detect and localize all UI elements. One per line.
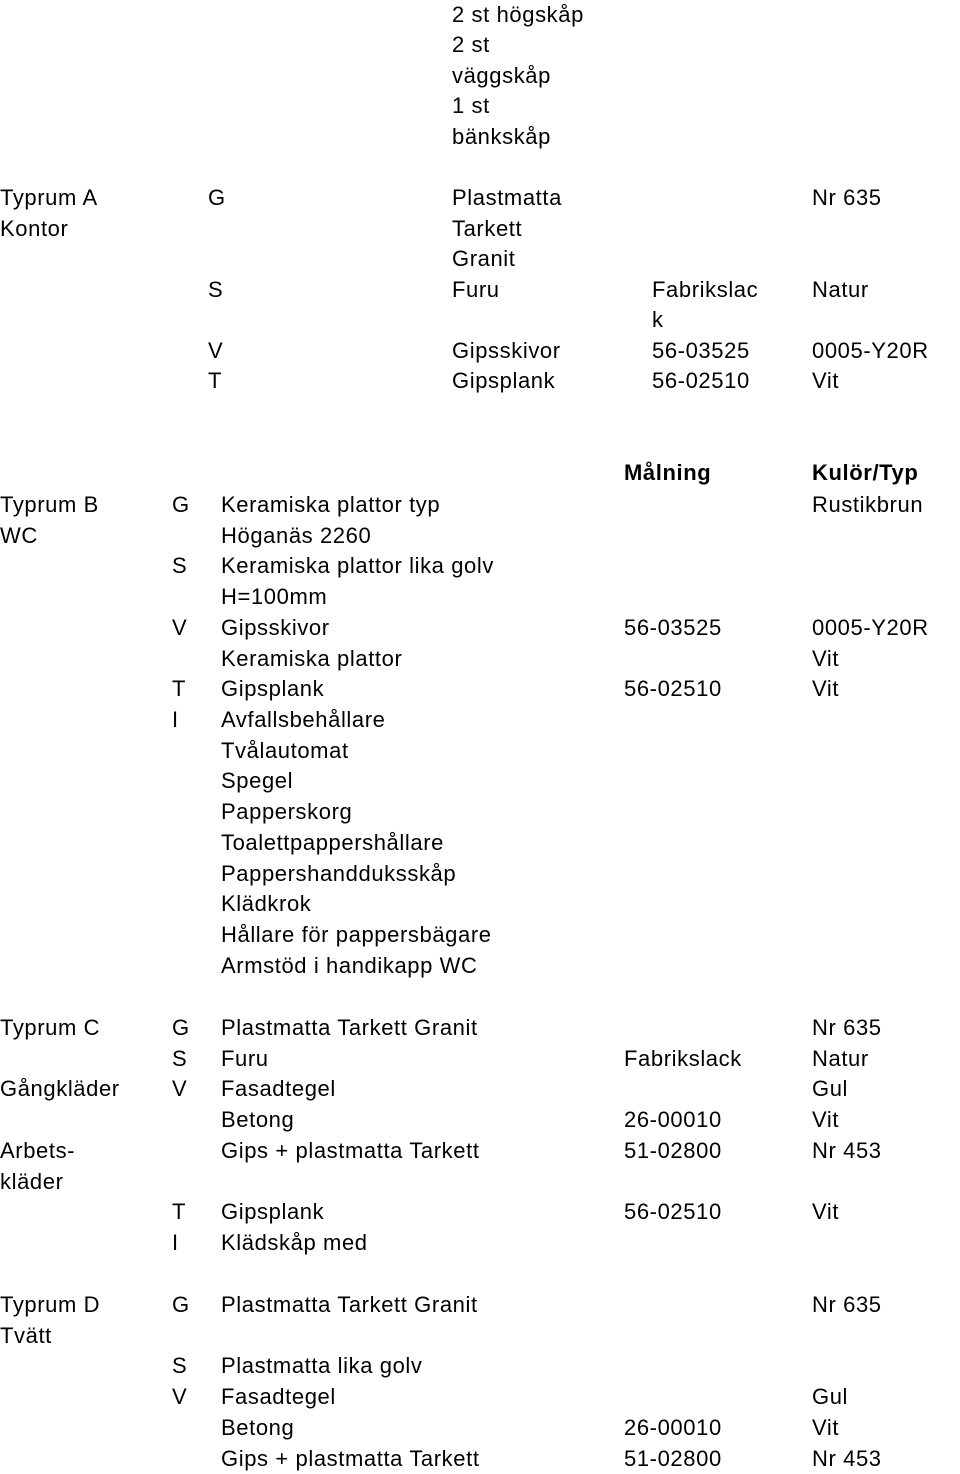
material: Granit [452,246,516,271]
color-type: Natur [812,1046,869,1071]
material: Fasadtegel [221,1384,336,1409]
room-name: Typrum D [0,1292,101,1317]
interior-item: Papperskorg [221,799,353,824]
interior-item: Klädkrok [221,891,312,916]
paint: 51-02800 [624,1138,722,1163]
surface-code: V [208,338,224,363]
material: Furu [221,1046,269,1071]
paint: 56-03525 [624,615,722,640]
surface-code: I [172,707,179,732]
color-type: Vit [812,1199,840,1224]
color-type: 0005-Y20R [812,338,929,363]
color-type: Vit [812,646,840,671]
paint: 26-00010 [624,1107,722,1132]
surface-code: V [172,615,188,640]
room-name: Arbets- [0,1138,76,1163]
material: Gipsplank [221,1199,325,1224]
room-name: Kontor [0,216,69,241]
room-name: WC [0,523,38,548]
surface-code: G [172,492,190,517]
material: Betong [221,1107,295,1132]
color-type: Gul [812,1384,849,1409]
color-type: Rustikbrun [812,492,924,517]
paint-header: Målning [624,460,712,485]
interior-item: Toalettpappershållare [221,830,444,855]
paint: 56-02510 [624,676,722,701]
material: Keramiska plattor lika golv [221,553,494,578]
material: Plastmatta lika golv [221,1353,423,1378]
paint: 51-02800 [624,1446,722,1471]
material: Gips + plastmatta Tarkett [221,1138,480,1163]
color-type: Natur [812,277,869,302]
material: Keramiska plattor typ [221,492,441,517]
material: Gipsplank [221,676,325,701]
interior-item: Hållare för pappersbägare [221,922,492,947]
material: Plastmatta [452,185,562,210]
room-name: kläder [0,1169,64,1194]
paint: k [652,307,664,332]
room-name: Typrum A [0,185,98,210]
material: Fasadtegel [221,1076,336,1101]
surface-code: G [172,1015,190,1040]
room-name: Gångkläder [0,1076,120,1101]
surface-code: G [172,1292,190,1317]
material: Gips + plastmatta Tarkett [221,1446,480,1471]
interior-item: Armstöd i handikapp WC [221,953,478,978]
paint: 56-02510 [624,1199,722,1224]
intro-line: 2 st [452,32,490,57]
interior-item: Klädskåp med [221,1230,368,1255]
color-header: Kulör/Typ [812,460,919,485]
surface-code: V [172,1384,188,1409]
intro-line: 1 st [452,93,490,118]
intro-line: bänkskåp [452,124,551,149]
material: Höganäs 2260 [221,523,372,548]
color-type: Nr 453 [812,1446,882,1471]
surface-code: T [208,368,223,393]
interior-item: Spegel [221,768,294,793]
surface-code: T [172,1199,187,1224]
color-type: Vit [812,676,840,701]
paint: 56-03525 [652,338,750,363]
color-type: Vit [812,1415,840,1440]
surface-code: S [172,1046,188,1071]
paint: Fabrikslack [624,1046,742,1071]
interior-item: Avfallsbehållare [221,707,386,732]
material: Tarkett [452,216,523,241]
surface-code: S [172,553,188,578]
room-name: Typrum B [0,492,99,517]
material: Gipsskivor [221,615,330,640]
surface-code: G [208,185,226,210]
color-type: 0005-Y20R [812,615,929,640]
intro-line: väggskåp [452,63,551,88]
room-name: Tvätt [0,1323,52,1348]
material: Keramiska plattor [221,646,403,671]
material: Furu [452,277,500,302]
color-type: Nr 453 [812,1138,882,1163]
paint: Fabrikslac [652,277,759,302]
paint: 56-02510 [652,368,750,393]
color-type: Nr 635 [812,1015,882,1040]
interior-item: Tvålautomat [221,738,349,763]
surface-code: I [172,1230,179,1255]
material: Plastmatta Tarkett Granit [221,1015,478,1040]
interior-item: Pappershandduksskåp [221,861,457,886]
color-type: Vit [812,368,840,393]
color-type: Gul [812,1076,849,1101]
surface-code: S [172,1353,188,1378]
paint: 26-00010 [624,1415,722,1440]
material: Gipsplank [452,368,556,393]
material: H=100mm [221,584,328,609]
color-type: Nr 635 [812,185,882,210]
surface-code: T [172,676,187,701]
color-type: Nr 635 [812,1292,882,1317]
material: Plastmatta Tarkett Granit [221,1292,478,1317]
room-name: Typrum C [0,1015,101,1040]
intro-line: 2 st högskåp [452,2,584,27]
material: Gipsskivor [452,338,561,363]
material: Betong [221,1415,295,1440]
color-type: Vit [812,1107,840,1132]
surface-code: V [172,1076,188,1101]
surface-code: S [208,277,224,302]
